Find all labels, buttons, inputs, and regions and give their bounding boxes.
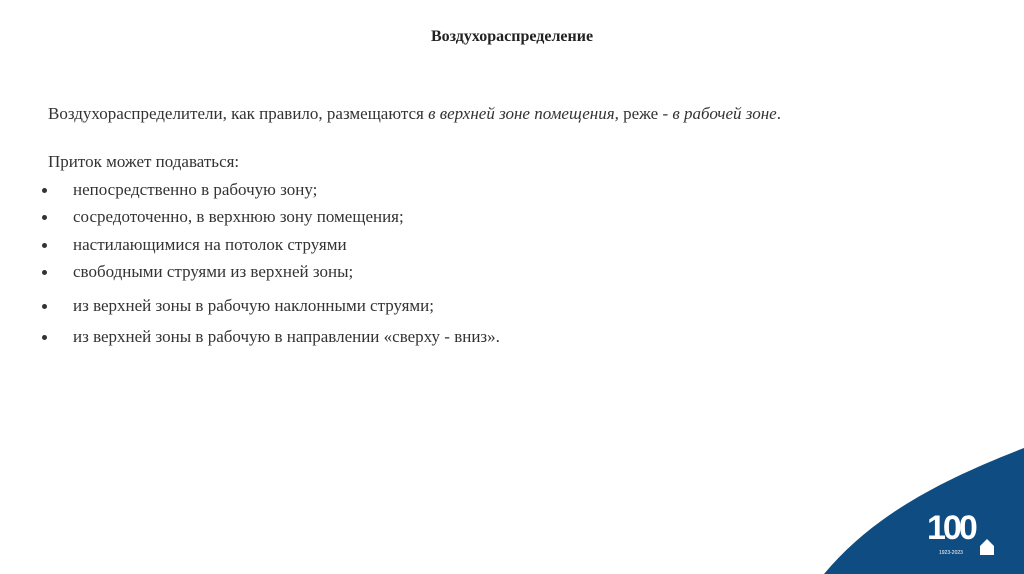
list-item-text: настилающимися на потолок струями	[73, 235, 347, 254]
intro-italic-upper-zone: в верхней зоне помещения,	[428, 104, 619, 123]
corner-wave-fill	[824, 448, 1024, 574]
list-item-text: из верхней зоны в рабочую наклонными струями;	[73, 296, 434, 315]
bullet-dot-icon	[42, 270, 47, 275]
corner-wave-shape	[784, 444, 1024, 574]
list-item-text: непосредственно в рабочую зону;	[73, 180, 318, 199]
logo-years: 1923-2023	[939, 550, 963, 556]
intro-paragraph	[48, 103, 988, 125]
supply-heading: Приток может подаваться:	[48, 152, 240, 171]
intro-text-2: реже -	[618, 104, 673, 123]
bullet-dot-icon	[42, 304, 47, 309]
bullet-dot-icon	[42, 335, 47, 340]
slide-title: Воздухораспределение	[430, 28, 594, 45]
bullet-dot-icon	[42, 243, 47, 248]
bullet-dot-icon	[42, 215, 47, 220]
list-item-text: свободными струями из верхней зоны;	[73, 262, 354, 281]
logo-number: 100	[927, 509, 975, 547]
bullet-dot-icon	[42, 188, 47, 193]
intro-text-1: Воздухораспределители, как правило, размещаются	[48, 104, 429, 123]
anniversary-corner-decoration	[784, 444, 1024, 574]
intro-text-3: .	[776, 104, 781, 123]
list-item-text: сосредоточенно, в верхнюю зону помещения;	[73, 207, 404, 226]
list-item	[0, 206, 700, 228]
list-item-text: из верхней зоны в рабочую в направлении «сверху - вниз».	[73, 327, 500, 346]
list-item	[0, 261, 700, 283]
intro-italic-work-zone: в рабочей зоне	[672, 104, 777, 123]
list-item	[0, 295, 700, 317]
list-item	[0, 179, 700, 201]
list-item	[0, 234, 700, 256]
list-item	[0, 326, 700, 348]
